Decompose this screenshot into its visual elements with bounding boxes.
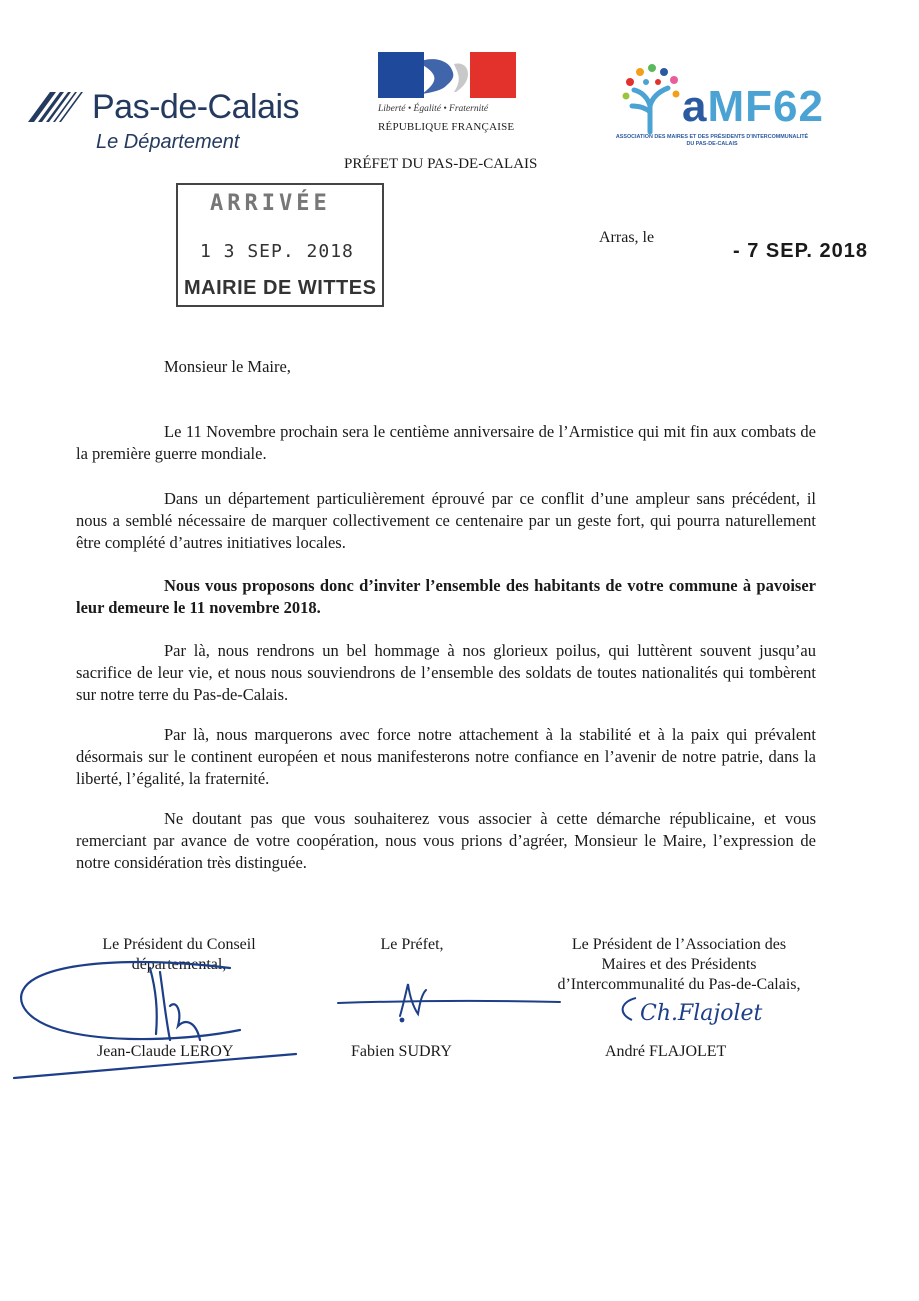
paragraph-6: Ne doutant pas que vous souhaiterez vous associer à cette démarche républicaine, et vous remerciant par avance de votre coopération, nous vous prions d’agréer, Monsieur le Maire, l’expression de notre considération très distinguée. [76, 809, 816, 872]
salutation: Monsieur le Maire, [164, 357, 291, 376]
stamp-date: 1 3 SEP. 2018 [200, 241, 354, 262]
amf62-logo [612, 62, 882, 162]
dateline-date: - 7 SEP. 2018 [733, 240, 868, 262]
pas-de-calais-logo [28, 88, 328, 158]
prefet-title: PRÉFET DU PAS-DE-CALAIS [344, 156, 538, 172]
signature-flajolet [623, 998, 763, 1026]
republic-name: RÉPUBLIQUE FRANÇAISE [378, 121, 515, 133]
signatory-2-name: Fabien SUDRY [351, 1043, 452, 1060]
signatory-1-title-line1: Le Président du Conseil [102, 936, 256, 953]
amf-wordmark [682, 82, 824, 132]
pdc-subtitle: Le Département [96, 131, 240, 153]
paragraph-2: Dans un département particulièrement éprouvé par ce conflit d’une ampleur sans précédent, il nous a semblé nécessaire de marquer collectivement ce centenaire par un geste fort, qui pourra naturellement être complété d’autres initiatives locales. [76, 489, 816, 552]
signatory-3-name: André FLAJOLET [605, 1043, 727, 1060]
marianne-flag-icon [378, 52, 516, 98]
signatory-1-title-line2: départemental, [131, 956, 227, 973]
paragraph-3-bold: Nous vous proposons donc d’inviter l’ensemble des habitants de votre commune à pavoiser leur demeure le 11 novembre 2018. [76, 576, 816, 617]
paragraph-4: Par là, nous rendrons un bel hommage à nos glorieux poilus, qui luttèrent souvent jusqu’au sacrifice de leur vie, et nous nous souviendrons de l’ensemble des soldats de toutes nationalités qui tombèrent sur notre terre du Pas-de-Calais. [76, 641, 816, 704]
signature-flajolet-text: Ch.Flajolet [640, 1001, 763, 1026]
paragraph-5: Par là, nous marquerons avec force notre attachement à la stabilité et à la paix qui prévalent désormais sur le continent européen et nous manifesterons notre confiance en l’avenir de notre patrie, dans la liberté, l’égalité, la fraternité. [76, 725, 816, 788]
signatory-3-title-line1: Le Président de l’Association des [571, 936, 787, 953]
paragraph-1: Le 11 Novembre prochain sera le centième anniversaire de l’Armistice qui mit fin aux combats de la première guerre mondiale. [76, 422, 816, 463]
amf-tree-icon [620, 62, 684, 134]
arrival-stamp [176, 183, 384, 307]
dateline-place: Arras, le [599, 229, 655, 246]
amf-wordmark-a: a [682, 82, 708, 131]
pas-de-calais-mark-icon [28, 88, 88, 124]
signatory-2-title [352, 935, 472, 955]
signatory-3-title-line2: Maires et des Présidents [601, 956, 757, 973]
amf-wordmark-rest: MF62 [707, 82, 824, 131]
signatory-1-title [74, 935, 284, 975]
amf-caption: ASSOCIATION DES MAIRES ET DES PRÉSIDENTS D'INTERCOMMUNALITÉ DU PAS-DE-CALAIS [615, 134, 809, 147]
republic-motto: Liberté • Égalité • Fraternité [378, 104, 489, 114]
signatory-2-title-line1: Le Préfet, [380, 936, 444, 953]
signatory-3-title [526, 935, 832, 995]
signatory-1-name: Jean-Claude LEROY [97, 1043, 234, 1060]
pdc-name: Pas-de-Calais [92, 88, 300, 126]
signatory-3-title-line3: d’Intercommunalité du Pas-de-Calais, [557, 976, 801, 993]
stamp-mairie: MAIRIE DE WITTES [184, 277, 377, 299]
stamp-arrivee: ARRIVÉE [210, 191, 331, 216]
